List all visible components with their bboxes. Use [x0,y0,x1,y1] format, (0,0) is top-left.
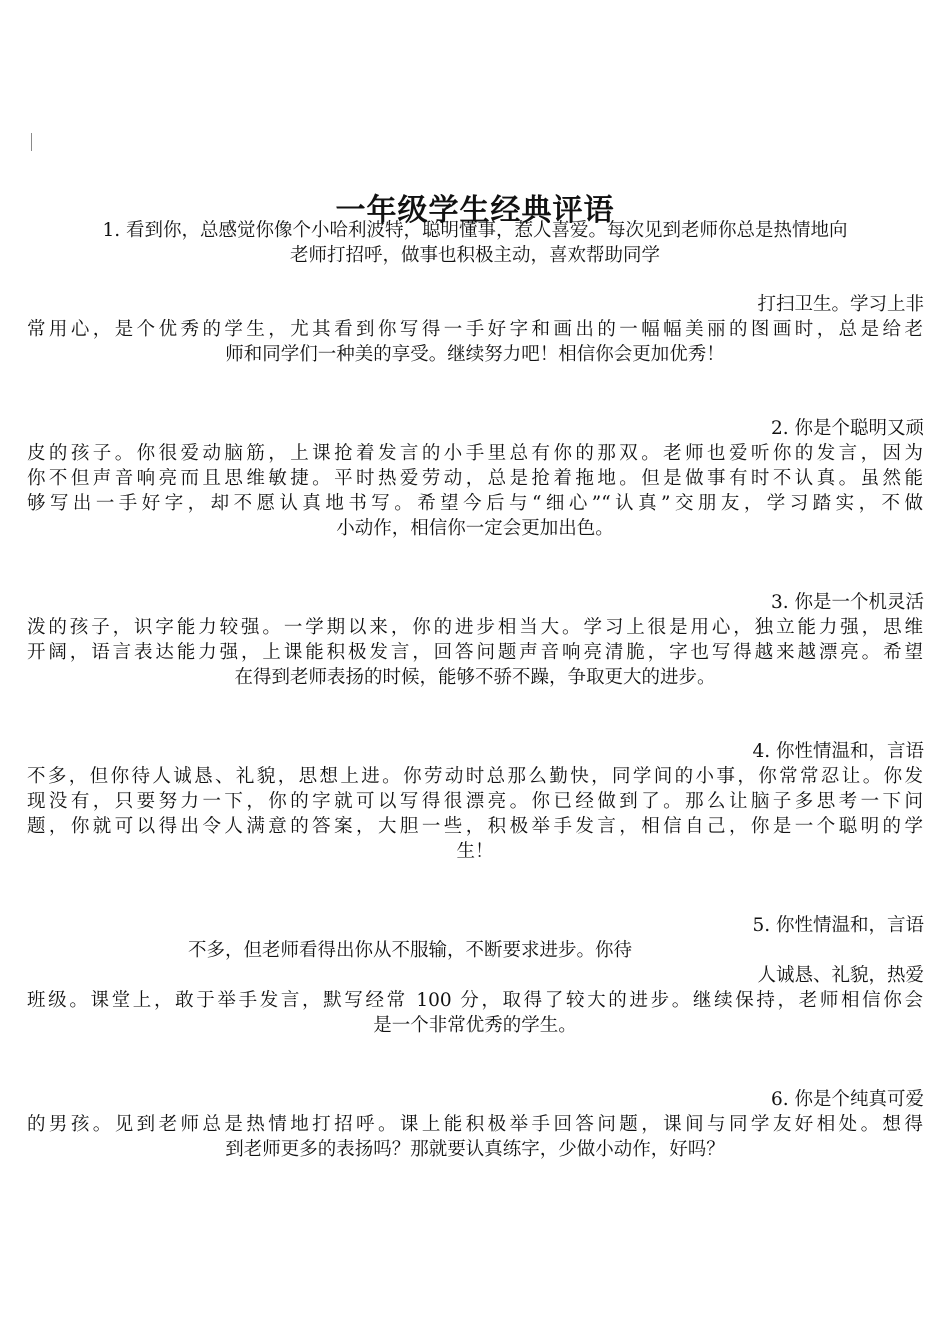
comment-1-line-2: 老师打招呼，做事也积极主动，喜欢帮助同学 [289,245,660,266]
comment-2-line-5: 小动作，相信你一定会更加出色。 [336,518,614,539]
comment-4-line-5: 生！ [456,841,494,862]
comment-2-line-1: 2. 你是个聪明又顽 [770,418,924,439]
comment-6-line-3: 到老师更多的表扬吗？那就要认真练字，少做小动作，好吗？ [225,1139,725,1160]
comment-1-line-1: 1. 看到你，总感觉你像个小哈利波特，聪明懂事，惹人喜爱。每次见到老师你总是热情地向 [102,220,848,241]
text-cursor-mark [31,133,32,151]
comment-3-line-1: 3. 你是一个机灵活 [770,592,924,613]
comment-4-line-3: 现没有，只要努力一下，你的字就可以写得很漂亮。你已经做到了。那么让脑子多思考一下问 [27,791,923,812]
comment-1-line-4: 常用心，是个优秀的学生，尤其看到你写得一手好字和画出的一幅幅美丽的图画时，总是给老 [27,319,923,340]
document-title: 一年级学生经典评语 [335,193,615,229]
comment-4-line-2: 不多，但你待人诚恳、礼貌，思想上进。你劳动时总那么勤快，同学间的小事，你常常忍让。你发 [27,766,923,787]
comment-3-line-2: 泼的孩子，识字能力较强。一学期以来，你的进步相当大。学习上很是用心，独立能力强，思维 [27,617,923,638]
comment-2-line-4: 够写出一手好字，却不愿认真地书写。希望今后与“细心”“认真”交朋友，学习踏实，不做 [27,493,923,514]
comment-4-line-1: 4. 你性情温和，言语 [752,741,924,762]
comment-4-line-4: 题，你就可以得出令人满意的答案，大胆一些，积极举手发言，相信自己，你是一个聪明的学 [27,816,923,837]
comment-6-line-2: 的男孩。见到老师总是热情地打招呼。课上能积极举手回答问题，课间与同学友好相处。想得 [27,1114,923,1135]
comment-3-line-4: 在得到老师表扬的时候，能够不骄不躁，争取更大的进步。 [234,667,716,688]
comment-5-line-5: 是一个非常优秀的学生。 [373,1015,577,1036]
comment-1-line-5: 师和同学们一种美的享受。继续努力吧！相信你会更加优秀！ [225,344,725,365]
comment-5-line-3: 人诚恳、礼貌，热爱 [757,965,924,986]
comment-6-line-1: 6. 你是个纯真可爱 [770,1089,924,1110]
comment-5-line-4: 班级。课堂上，敢于举手发言，默写经常 100 分，取得了较大的进步。继续保持，老师相信你会 [27,990,923,1011]
comment-3-line-3: 开阔，语言表达能力强，上课能积极发言，回答问题声音响亮清脆，字也写得越来越漂亮。希望 [27,642,923,663]
comment-5-line-1: 5. 你性情温和，言语 [752,915,924,936]
comment-2-line-2: 皮的孩子。你很爱动脑筋，上课抢着发言的小手里总有你的那双。老师也爱听你的发言，因为 [27,443,923,464]
comment-5-line-2: 不多，但老师看得出你从不服输，不断要求进步。你待 [187,940,632,961]
comment-1-line-3: 打扫卫生。学习上非 [757,294,924,315]
comment-2-line-3: 你不但声音响亮而且思维敏捷。平时热爱劳动，总是抢着拖地。但是做事有时不认真。虽然能 [27,468,923,489]
